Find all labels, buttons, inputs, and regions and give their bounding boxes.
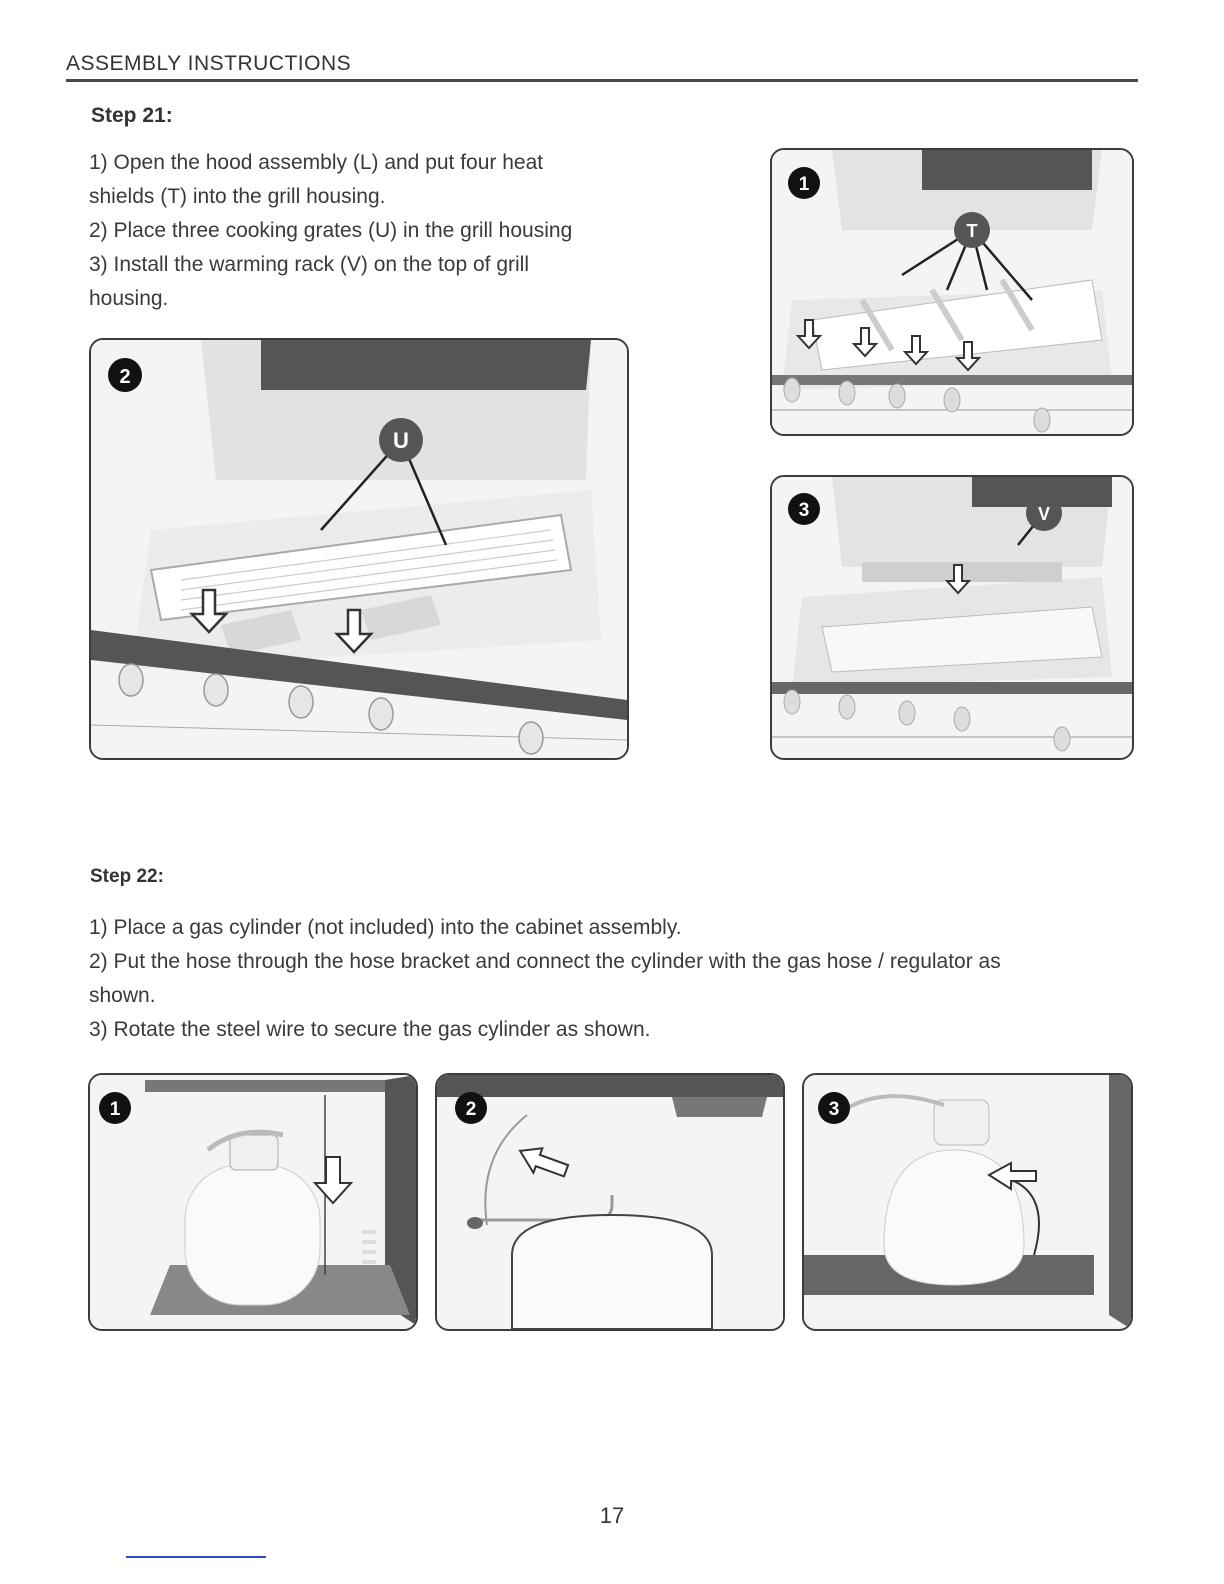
figure-number-2: 2 [119, 366, 131, 388]
figure-number-3: 3 [798, 500, 810, 521]
step-21-line-1: 1) Open the hood assembly (L) and put four heat [89, 151, 544, 174]
step-22-line-1: 1) Place a gas cylinder (not included) into the cabinet assembly. [89, 916, 682, 939]
step-22-figure-number-2: 2 [465, 1099, 477, 1120]
step-22-figure-3 [802, 1073, 1133, 1331]
step-21-figure-3 [770, 475, 1134, 760]
step-22-line-3: shown. [89, 984, 156, 1007]
step-22-title: Step 22: [90, 866, 164, 887]
step-21-instructions [89, 146, 689, 316]
step-22-line-2: 2) Put the hose through the hose bracket and connect the cylinder with the gas hose / regulator as [89, 950, 1001, 973]
figure-number-1: 1 [798, 174, 810, 195]
step-21-line-2: shields (T) into the grill housing. [89, 185, 386, 208]
step-21-line-5: housing. [89, 287, 169, 310]
step-22-figure-2 [435, 1073, 785, 1331]
step-21-title: Step 21: [91, 104, 173, 127]
page-number: 17 [599, 1503, 625, 1528]
part-label-T: T [966, 221, 978, 241]
step-22-figure-1 [88, 1073, 418, 1331]
step-21-figure-2 [89, 338, 629, 760]
step-22-figure-number-1: 1 [109, 1099, 121, 1120]
section-header: ASSEMBLY INSTRUCTIONS [66, 52, 352, 75]
step-22-instructions [89, 911, 1139, 1047]
step-22-line-4: 3) Rotate the steel wire to secure the gas cylinder as shown. [89, 1018, 651, 1041]
part-label-U: U [393, 428, 409, 453]
step-21-figure-1 [770, 148, 1134, 436]
step-21-line-4: 3) Install the warming rack (V) on the top of grill [89, 253, 530, 276]
header-rule [66, 79, 1138, 82]
step-22-figure-number-3: 3 [828, 1099, 840, 1120]
part-label-V: V [1037, 504, 1051, 524]
step-21-line-3: 2) Place three cooking grates (U) in the grill housing [89, 219, 573, 242]
footer-line [126, 1556, 266, 1558]
